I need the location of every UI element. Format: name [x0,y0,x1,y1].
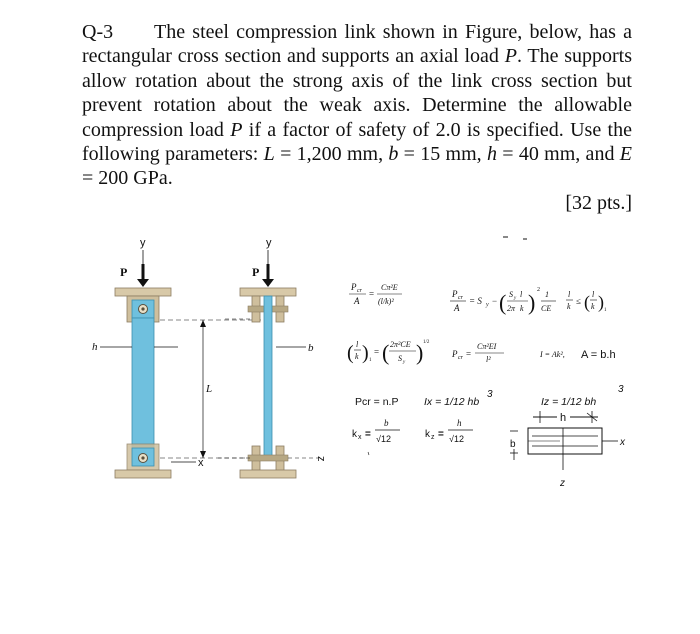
f5-den: l² [486,355,491,364]
cs-b-label: b [510,439,516,450]
f2-paren-num: S [509,290,513,299]
f10-num: b [384,418,389,428]
svg-text:(: ( [499,290,507,315]
formula-iz: Iz = 1/12 bh [541,396,597,408]
f3-lte: ≤ [576,296,581,306]
f10-lhs: k [352,429,357,440]
f2-mid-sub: y [486,302,489,308]
f3-rhs-l: l [592,290,595,299]
right-link-shaft [264,296,272,456]
length-symbol: L [263,143,275,166]
left-top-pin-center [141,307,144,310]
svg-text:): ) [416,340,424,365]
f4-lhs-k: k [355,352,359,361]
f5-num: Cπ²EI [477,342,497,351]
f1-lhs-den: A [354,296,360,306]
f5-lhs-sub: cr [458,355,463,361]
f4-exp: 1/2 [423,340,430,345]
f4-num: 2π²CE [390,340,411,349]
f4-eq: = [374,347,380,357]
cs-z-label: z [560,478,565,489]
f11-num: h [457,418,462,428]
left-bottom-pin-center [141,456,144,459]
left-bottom-plate [115,470,171,478]
right-load-label: P [252,265,260,279]
f2-paren-den: 2π [507,304,516,313]
f2-mid: = S [469,296,482,306]
height-symbol: h [486,143,497,166]
left-link-diagram [92,237,204,478]
f5-eq: = [466,349,472,359]
f10-den: √12 [376,434,391,444]
formula-critical-load: Pcr = n.P [355,396,399,408]
length-value: = 1,200 mm, [274,143,389,166]
f11-den: √12 [449,434,464,444]
svg-text:2: 2 [537,287,540,293]
left-load-label: P [120,265,128,279]
f4-lhs-sub: 1 [369,358,372,363]
f4-lhs-l: l [356,340,359,349]
f2-paren-num-sub: y [514,296,517,301]
f10-eq: = [365,429,371,440]
load-symbol: P [230,118,243,141]
svg-text:=: = [369,289,375,299]
svg-text:−: − [492,296,498,306]
problem-text-3: if a factor of safety of 2.0 is specified. Use the following parameters: [82,118,632,166]
f2-paren-k: k [520,304,524,313]
f1-lhs-sub: cr [357,288,362,294]
f4-den: S [398,354,402,363]
right-bottom-plate [240,470,296,478]
f4-den-sub: y [403,360,406,365]
z-axis-label: z [315,456,327,462]
points-label: [32 pts.] [565,192,632,214]
width-value: = 15 mm, [398,143,487,166]
modulus-value: = 200 GPa. [82,167,173,190]
stray-tick [368,452,369,455]
formula-kz [425,418,473,444]
f3-lhs-den: k [567,302,571,311]
f2-lhs-den: A [454,303,460,313]
svg-text:): ) [598,292,604,312]
b-dimension-label: b [308,342,314,354]
width-symbol: b [388,143,399,166]
right-load-arrowhead [262,279,274,287]
svg-text:(: ( [382,340,390,365]
left-top-plate [115,288,171,296]
left-y-axis-label: y [140,237,146,249]
f2-paren-l: l [520,290,523,299]
formula-area: A = b.h [581,349,616,361]
f2-lhs: P [452,289,458,299]
formula-ix-exp: 3 [487,389,493,400]
f5-lhs: P [452,349,458,359]
length-arrow-top [200,320,206,327]
f10-sub: x [358,434,362,441]
f1-rhs-den: (l/k)² [378,297,394,306]
problem-text-2: . The supports allow rotation about the strong axis of the link cross section but prevent rotation about the weak axis. Determine the allowable compression load [82,45,632,141]
left-load-arrowhead [137,279,149,287]
formula-block [347,282,624,455]
right-top-plate [240,288,296,296]
load-symbol: P [504,45,517,68]
formula-iz-exp: 3 [618,384,624,395]
right-bottom-pin [248,455,288,461]
svg-text:): ) [362,342,369,364]
formula-johnson-stress [450,287,556,315]
formula-slenderness-check [566,290,607,313]
question-number: Q-3 [82,21,114,43]
height-value: = 40 mm, and [496,143,620,166]
cs-h-label: h [560,412,567,424]
f1-lhs-num: P [351,282,357,292]
svg-text:(: ( [347,342,354,364]
f11-eq: = [438,429,444,440]
f2-lhs-sub: cr [458,295,463,301]
cs-x-label: x [620,437,625,448]
h-dimension-label: h [92,341,98,353]
f1-rhs-num: Cπ²E [381,283,398,292]
f2-tail-den: CE [541,304,552,313]
left-link-shaft [132,318,154,446]
length-label: L [206,383,213,395]
f2-tail-num: 1 [545,290,549,299]
formula-moment-of-inertia: I = Ak², [540,350,565,359]
svg-text:): ) [528,290,536,315]
f3-rhs-sub: 1 [604,308,607,313]
svg-text:(: ( [584,292,590,312]
right-link-diagram [218,237,327,478]
formula-euler-load [451,342,504,364]
f11-sub: z [431,434,435,441]
formula-euler-stress [349,282,402,306]
right-y-axis-label: y [266,237,272,249]
x-axis-label: x [198,457,204,469]
formula-kx [352,418,400,455]
f11-lhs: k [425,429,430,440]
f3-lhs: l [568,290,571,299]
cross-section-sketch [510,411,626,489]
modulus-symbol: E [619,143,632,166]
f3-rhs-k: k [591,302,595,311]
length-dimension [160,320,268,458]
formula-ix: Ix = 1/12 hb [424,396,480,408]
formula-transition-slenderness [347,340,430,365]
problem-text-1: The steel compression link shown in Figure, below, has a rectangular cross section and supports an axial load [82,21,632,68]
